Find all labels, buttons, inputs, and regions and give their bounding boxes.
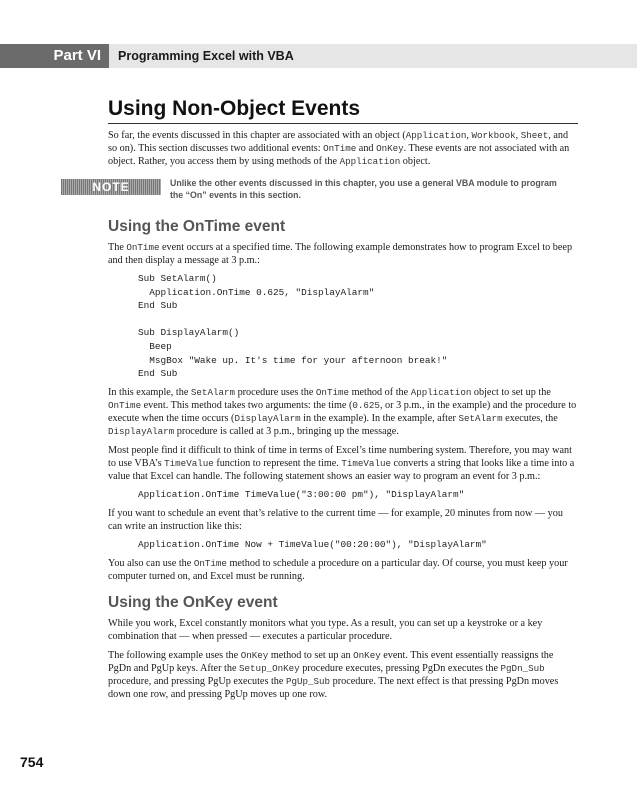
code-line-timevalue: Application.OnTime TimeValue("3:00:00 pm"), "DisplayAlarm": [138, 489, 465, 501]
note-badge: NOTE: [61, 179, 161, 195]
note-text: Unlike the other events discussed in this chapter, you use a general VBA module to program the “On” events in this section.: [170, 177, 557, 200]
ontime-heading: Using the OnTime event: [108, 217, 286, 235]
code-line-relative-time: Application.OnTime Now + TimeValue("00:20:00"), "DisplayAlarm": [138, 539, 487, 551]
onkey-paragraph-1: While you work, Excel constantly monitors what you type. As a result, you can set up a keystroke or a key combination that — when pressed — executes a particular procedure.: [108, 618, 543, 643]
ontime-paragraph-5: You also can use the OnTime method to schedule a procedure on a particular day. Of course, you must keep your computer turned on, and Excel must be running.: [108, 557, 568, 582]
page-content: [92, 96, 578, 701]
ontime-paragraph-2: In this example, the SetAlarm procedure uses the OnTime method of the Application object to set up the OnTime event. This method takes two arguments: the time (0.625, or 3 p.m., in the example) and the procedure to execute when the time occurs (DisplayAlarm in the example). In the example, after SetAlarm executes, the DisplayAlarm procedure is called at 3 p.m., bringing up the message.: [108, 386, 577, 438]
ontime-paragraph-3: Most people find it difficult to think of time in terms of Excel’s time numbering system. Therefore, you may want to use VBA’s TimeValue function to represent the time. TimeValue converts a string that looks like a time into a value that Excel can handle. The following statement shows an easier way to program an event for 3 p.m.:: [108, 444, 575, 482]
note-callout: [92, 177, 578, 207]
ontime-paragraph-1: The OnTime event occurs at a specified time. The following example demonstrates how to program Excel to beep and then display a message at 3 p.m.:: [108, 241, 573, 266]
code-listing-setalarm: Sub SetAlarm() Application.OnTime 0.625, "DisplayAlarm" End Sub Sub DisplayAlarm() Beep MsgBox "Wake up. It's time for your afternoon break!" End Sub: [138, 273, 448, 380]
part-label: Part VI: [0, 44, 109, 68]
onkey-heading: Using the OnKey event: [108, 594, 278, 612]
page-number: 754: [20, 754, 44, 770]
intro-paragraph: So far, the events discussed in this chapter are associated with an object (Application, Workbook, Sheet, and so on). This section discusses two additional events: OnTime and OnKey. These events are not associated with an object. Rather, you access them by using methods of the Application object.: [108, 130, 570, 168]
ontime-paragraph-4: If you want to schedule an event that’s relative to the current time — for example, 20 minutes from now — you can write an instruction like this:: [108, 507, 563, 532]
onkey-paragraph-2: The following example uses the OnKey method to set up an OnKey event. This event essentially reassigns the PgDn and PgUp keys. After the Setup_OnKey procedure executes, pressing PgDn executes the PgDn_Sub procedure, and pressing PgUp executes the PgUp_Sub procedure. The next effect is that pressing PgDn moves down one row, and pressing PgUp moves up one row.: [108, 649, 559, 701]
running-header: [0, 44, 637, 68]
section-heading: Using Non-Object Events: [108, 96, 578, 124]
running-title: Programming Excel with VBA: [118, 49, 294, 63]
